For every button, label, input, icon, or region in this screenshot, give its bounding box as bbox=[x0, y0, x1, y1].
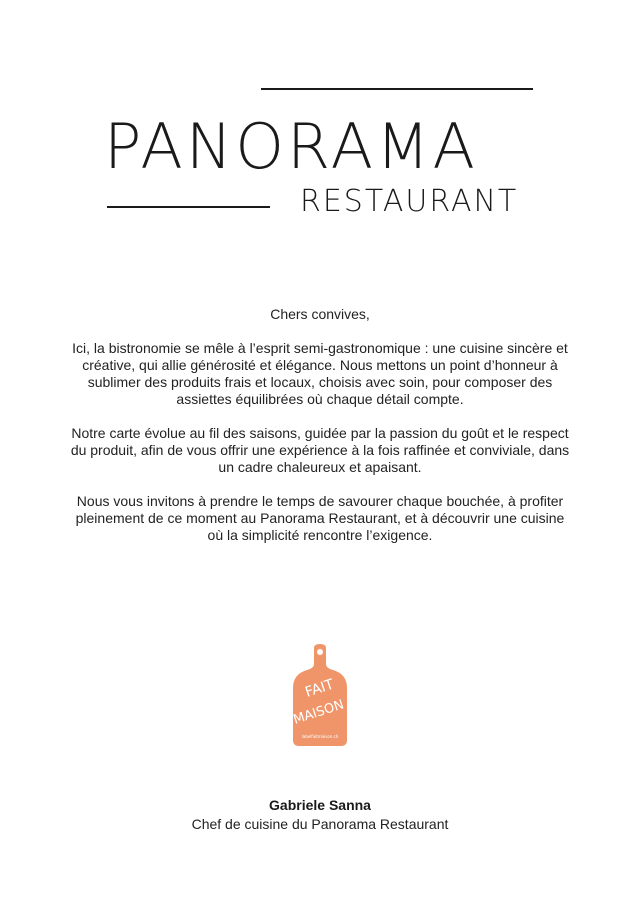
letter-paragraph-2: Notre carte évolue au fil des saisons, guidée par la passion du goût et le respect du produit, afin de vous offrir une expérience à la fois raffinée et conviviale, dans un cadre chaleureux et apaisant. bbox=[70, 425, 570, 475]
restaurant-name: PANORAMA bbox=[104, 110, 478, 183]
cutting-board-icon bbox=[289, 642, 351, 748]
logo-url: labelfaitmaison.ch bbox=[301, 734, 339, 739]
middle-divider bbox=[107, 206, 270, 208]
logo-hole bbox=[317, 649, 323, 655]
logo-line1: FAIT bbox=[303, 676, 336, 701]
letter-greeting: Chers convives, bbox=[270, 306, 370, 322]
chef-name: Gabriele Sanna bbox=[269, 797, 371, 813]
logo-line2: MAISON bbox=[291, 697, 346, 728]
letter-paragraph-1: Ici, la bistronomie se mêle à l’esprit semi-gastronomique : une cuisine sincère et créative, qui allie générosité et élégance. Nous mettons un point d’honneur à sublimer des produits frais et locaux, choisis avec soin, pour composer des assiettes équilibrées où chaque détail compte. bbox=[72, 340, 568, 407]
letter-paragraph-3: Nous vous invitons à prendre le temps de savourer chaque bouchée, à profiter pleinement de ce moment au Panorama Restaurant, et à découvrir une cuisine où la simplicité rencontre l’exigence. bbox=[75, 493, 565, 543]
fait-maison-logo bbox=[289, 642, 351, 748]
chef-role: Chef de cuisine du Panorama Restaurant bbox=[191, 816, 449, 832]
restaurant-subtitle: RESTAURANT bbox=[300, 184, 519, 219]
welcome-letter bbox=[70, 306, 570, 561]
top-divider bbox=[261, 88, 533, 90]
